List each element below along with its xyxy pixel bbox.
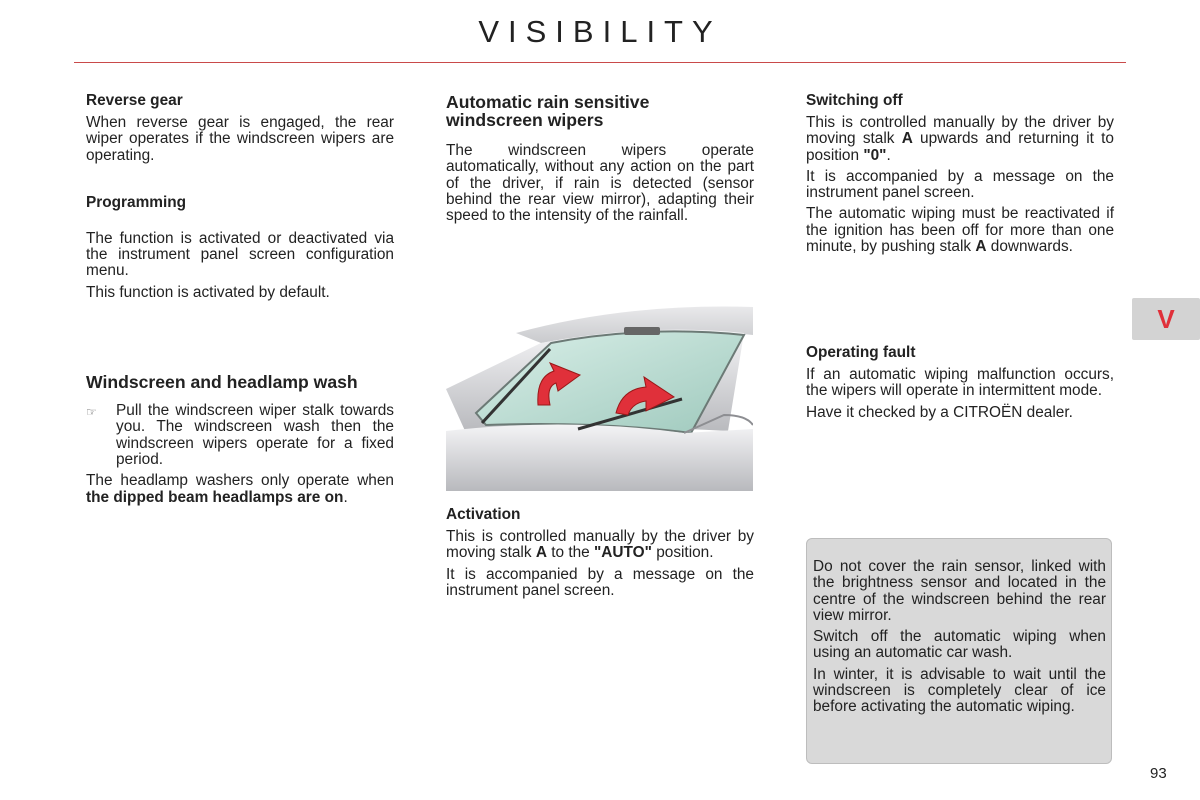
- reactivate-stalk: A: [975, 238, 987, 256]
- rain-wipers-intro: The windscreen wipers operate automatically, without any action on the part of the driver, if rain is detected (sensor behind the rear view mirror), adapting their speed to the intensity of the rainfall.: [446, 142, 754, 225]
- car-bonnet: [446, 424, 753, 491]
- reactivate-text-start: The automatic wiping must be reactivated if the ignition has been off for more than one minute, by pushing stalk: [806, 205, 1114, 256]
- wash-heading: Windscreen and headlamp wash: [86, 372, 358, 393]
- activation-text: [446, 529, 754, 562]
- note-text-1: Do not cover the rain sensor, linked with the brightness sensor and located in the centre of the windscreen behind the rear view mirror.: [813, 558, 1106, 624]
- headlamp-washers-text: [86, 473, 394, 506]
- programming-text-1: The function is activated or deactivated via the instrument panel screen configuration menu.: [86, 229, 394, 280]
- rain-sensor-note-box: [806, 538, 1112, 764]
- switching-text-end: .: [886, 146, 891, 164]
- switching-off-heading: Switching off: [806, 92, 903, 109]
- switching-stalk: A: [901, 130, 913, 148]
- page-number: 93: [1150, 765, 1167, 782]
- activation-stalk: A: [535, 544, 547, 562]
- reactivate-text-end: downwards.: [986, 238, 1073, 256]
- switching-off-text-2: It is accompanied by a message on the instrument panel screen.: [806, 167, 1114, 202]
- activation-text-start: This is controlled manually by the driver by moving stalk: [446, 528, 754, 562]
- reactivate-text: [806, 206, 1114, 255]
- column-right-lower: [806, 344, 1114, 426]
- note-text-2: Switch off the automatic wiping when using an automatic car wash.: [813, 628, 1106, 662]
- operating-fault-heading: Operating fault: [806, 344, 916, 361]
- section-tab-v: V: [1132, 298, 1200, 340]
- operating-fault-text-2: Have it checked by a CITROËN dealer.: [806, 403, 1073, 421]
- windscreen-wiper-illustration: [446, 305, 753, 491]
- programming-text-2: This function is activated by default.: [86, 283, 330, 301]
- switching-position: "0": [863, 146, 887, 164]
- activation-position: "AUTO": [594, 544, 652, 562]
- activation-text-2: It is accompanied by a message on the instrument panel screen.: [446, 565, 754, 599]
- column-middle-lower: [446, 506, 754, 604]
- pointing-hand-icon: ☞: [86, 405, 97, 420]
- programming-heading: Programming: [86, 193, 187, 211]
- switching-text-middle: upwards and returning it to position: [806, 130, 1114, 164]
- reverse-gear-heading: Reverse gear: [86, 92, 183, 109]
- activation-heading: Activation: [446, 506, 521, 523]
- column-middle: [446, 93, 754, 229]
- wash-bullet-item: [86, 403, 394, 468]
- washers-text-bold: the dipped beam headlamps are on: [86, 488, 344, 506]
- reverse-gear-text: When reverse gear is engaged, the rear wiper operates if the windscreen wipers are operating.: [86, 114, 394, 164]
- washers-text-start: The headlamp washers only operate when: [86, 472, 394, 490]
- column-right: [806, 92, 1114, 260]
- switching-text-start: This is controlled manually by the driver by moving stalk: [806, 114, 1114, 148]
- rear-view-mirror: [624, 327, 660, 335]
- washers-text-end: .: [343, 488, 348, 506]
- column-left: [86, 92, 394, 511]
- switching-off-text: [806, 115, 1114, 164]
- operating-fault-text-1: If an automatic wiping malfunction occurs, the wipers will operate in intermittent mode.: [806, 366, 1114, 400]
- activation-text-middle: to the: [546, 544, 594, 562]
- activation-text-end: position.: [651, 544, 714, 562]
- page-title: VISIBILITY: [478, 14, 722, 49]
- note-text-3: In winter, it is advisable to wait until the windscreen is completely clear of ice before activating the automatic wiping.: [813, 665, 1106, 716]
- rain-wipers-heading: Automatic rain sensitive windscreen wipers: [446, 92, 650, 130]
- header-rule: [74, 62, 1126, 63]
- wash-bullet-text: Pull the windscreen wiper stalk towards you. The windscreen wash then the windscreen wipers operate for a fixed period.: [116, 402, 394, 468]
